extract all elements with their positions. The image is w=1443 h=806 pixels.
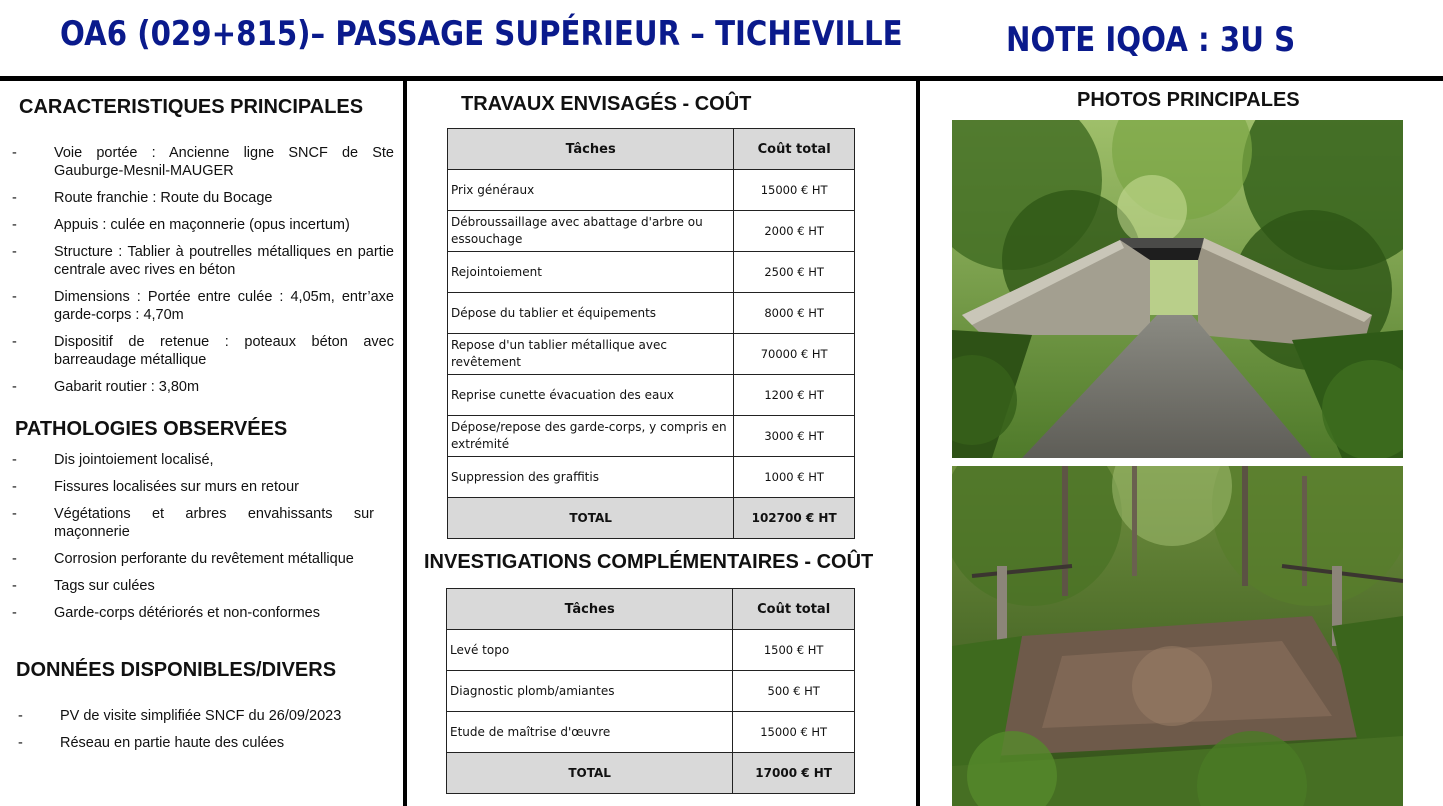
column-divider-left [403, 81, 407, 806]
list-item: - Dispositif de retenue : poteaux béton avec barreaudage métallique [12, 333, 394, 369]
cost-cell: 8000 € HT [734, 293, 855, 334]
list-item: - Dimensions : Portée entre culée : 4,05m, entr’axe garde-corps : 4,70m [12, 288, 394, 324]
list-item: - Appuis : culée en maçonnerie (opus incertum) [12, 216, 394, 234]
table-row [448, 211, 855, 252]
photo-underpass [952, 120, 1403, 458]
task-cell: Suppression des graffitis [448, 457, 734, 498]
task-cell: Repose d'un tablier métallique avec revêtement [448, 334, 734, 375]
list-item: - Structure : Tablier à poutrelles métalliques en partie centrale avec rives en béton [12, 243, 394, 279]
task-cell: Diagnostic plomb/amiantes [447, 671, 733, 712]
table-row [447, 671, 855, 712]
table-row [448, 375, 855, 416]
cost-cell: 70000 € HT [734, 334, 855, 375]
column-header-tasks: Tâches [448, 129, 734, 170]
cost-cell: 2500 € HT [734, 252, 855, 293]
total-label: TOTAL [448, 498, 734, 539]
cost-cell: 1500 € HT [733, 630, 855, 671]
table-row [447, 630, 855, 671]
total-value: 17000 € HT [733, 753, 855, 794]
task-cell: Dépose/repose des garde-corps, y compris en extrémité [448, 416, 734, 457]
table-row [448, 416, 855, 457]
list-item: - Tags sur culées [12, 577, 374, 595]
task-cell: Dépose du tablier et équipements [448, 293, 734, 334]
cost-cell: 3000 € HT [734, 416, 855, 457]
pathologies-heading: PATHOLOGIES OBSERVÉES [15, 418, 288, 440]
task-cell: Débroussaillage avec abattage d'arbre ou essouchage [448, 211, 734, 252]
list-item: - PV de visite simplifiée SNCF du 26/09/2023 [18, 707, 346, 725]
caracteristiques-heading: CARACTERISTIQUES PRINCIPALES [19, 96, 364, 118]
investigations-heading: INVESTIGATIONS COMPLÉMENTAIRES - COÛT [424, 551, 874, 573]
total-value: 102700 € HT [734, 498, 855, 539]
table-total-row [448, 498, 855, 539]
table-total-row [447, 753, 855, 794]
cost-cell: 1000 € HT [734, 457, 855, 498]
cost-cell: 500 € HT [733, 671, 855, 712]
list-item: - Gabarit routier : 3,80m [12, 378, 394, 396]
photos-heading: PHOTOS PRINCIPALES [1077, 89, 1300, 111]
list-item: - Réseau en partie haute des culées [18, 734, 346, 752]
cost-cell: 1200 € HT [734, 375, 855, 416]
column-header-tasks: Tâches [447, 589, 733, 630]
task-cell: Prix généraux [448, 170, 734, 211]
task-cell: Reprise cunette évacuation des eaux [448, 375, 734, 416]
column-header-cost: Coût total [733, 589, 855, 630]
task-cell: Etude de maîtrise d'œuvre [447, 712, 733, 753]
table-row [447, 712, 855, 753]
iqoa-note: NOTE IQOA : 3U S [1006, 20, 1296, 60]
column-divider-right [916, 81, 920, 806]
list-item: - Végétations et arbres envahissants sur maçonnerie [12, 505, 374, 541]
column-header-cost: Coût total [734, 129, 855, 170]
header-divider [0, 76, 1443, 81]
caracteristiques-list [12, 144, 394, 405]
donnees-list [18, 707, 346, 761]
list-item: - Corrosion perforante du revêtement métallique [12, 550, 374, 568]
list-item: - Voie portée : Ancienne ligne SNCF de Ste Gauburge-Mesnil-MAUGER [12, 144, 394, 180]
list-item: - Fissures localisées sur murs en retour [12, 478, 374, 496]
table-row [448, 457, 855, 498]
task-cell: Rejointoiement [448, 252, 734, 293]
table-row [448, 293, 855, 334]
total-label: TOTAL [447, 753, 733, 794]
list-item: - Garde-corps détériorés et non-conformes [12, 604, 374, 622]
travaux-table [447, 128, 855, 539]
list-item: - Dis jointoiement localisé, [12, 451, 374, 469]
table-row [448, 334, 855, 375]
investigations-table [446, 588, 855, 794]
cost-cell: 15000 € HT [733, 712, 855, 753]
table-row [448, 170, 855, 211]
cost-cell: 2000 € HT [734, 211, 855, 252]
pathologies-list [12, 451, 374, 631]
donnees-heading: DONNÉES DISPONIBLES/DIVERS [16, 659, 337, 681]
cost-cell: 15000 € HT [734, 170, 855, 211]
table-row [448, 252, 855, 293]
photo-deck [952, 466, 1403, 806]
list-item: - Route franchie : Route du Bocage [12, 189, 394, 207]
travaux-heading: TRAVAUX ENVISAGÉS - COÛT [461, 93, 752, 115]
page-title: OA6 (029+815)– PASSAGE SUPÉRIEUR – TICHEVILLE [60, 14, 903, 54]
task-cell: Levé topo [447, 630, 733, 671]
